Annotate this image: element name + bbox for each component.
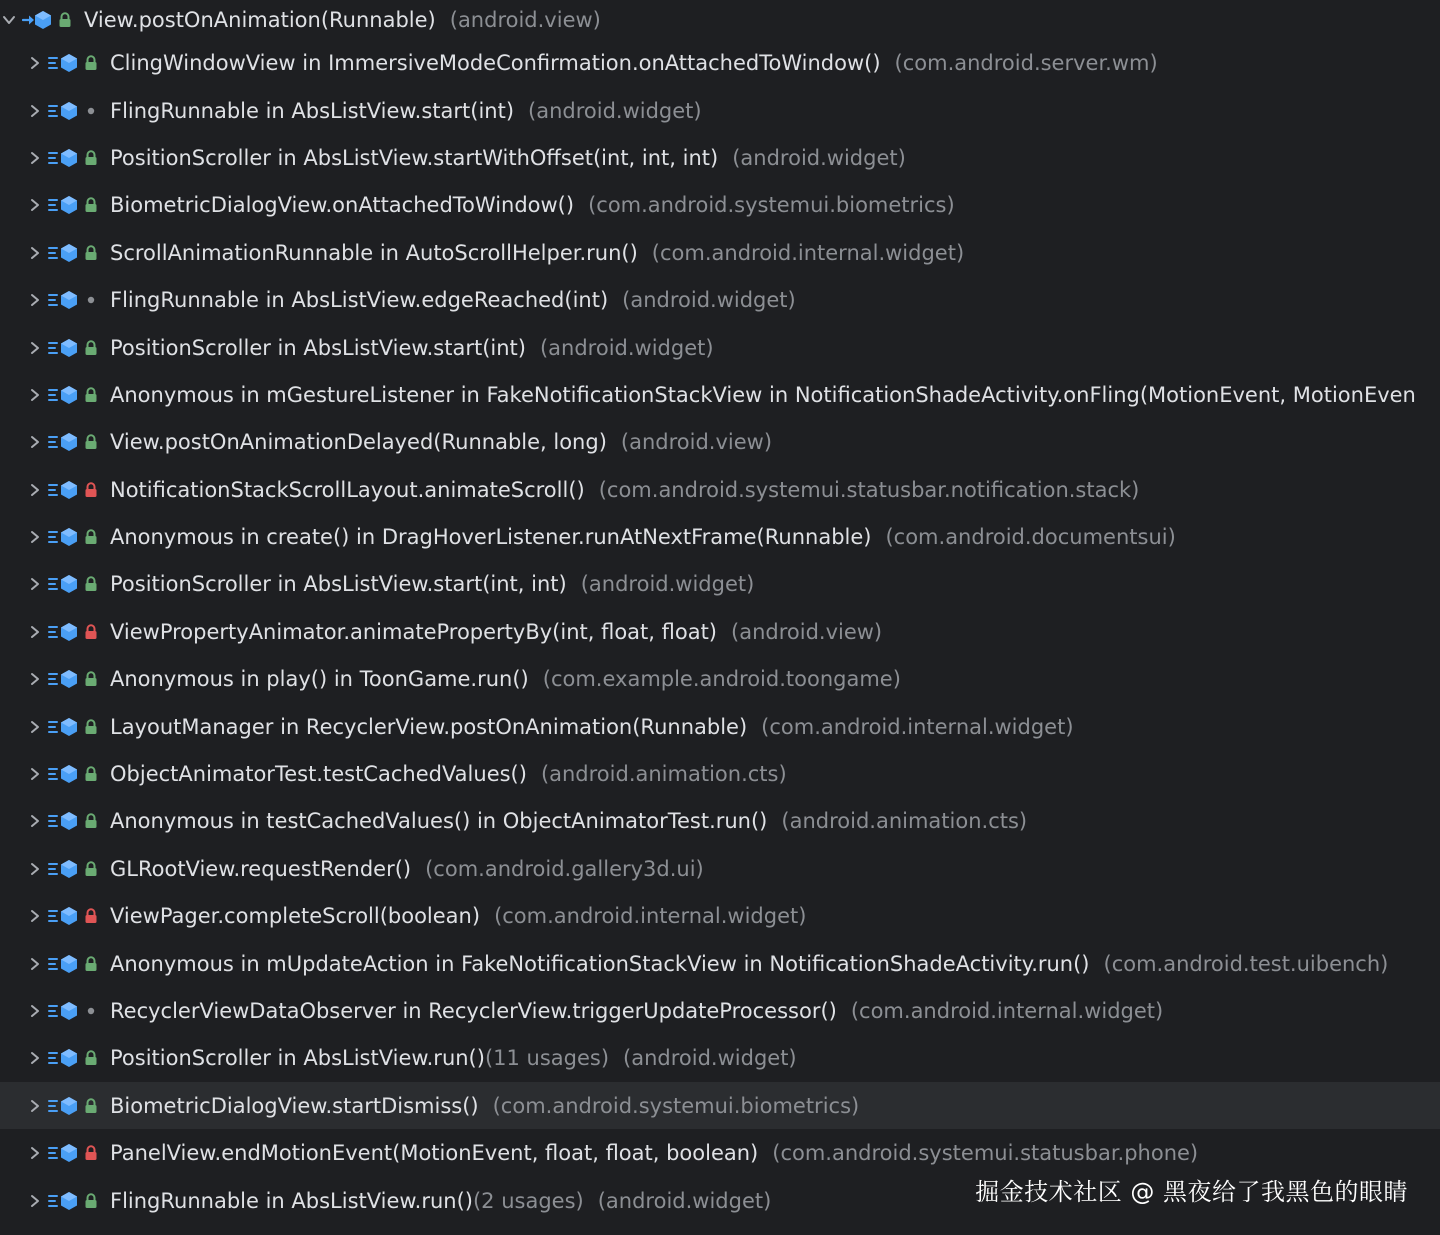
method-name: Anonymous in mUpdateAction in FakeNotificationStackView in NotificationShadeActivity.run() bbox=[110, 951, 1090, 976]
package-name: (android.animation.cts) bbox=[781, 809, 1028, 834]
package-name: (com.android.systemui.statusbar.phone) bbox=[772, 1141, 1199, 1166]
package-name: (android.widget) bbox=[539, 335, 714, 360]
method-name: PositionScroller in AbsListView.run() bbox=[110, 1046, 485, 1071]
lock-icon bbox=[84, 482, 98, 498]
method-name: FlingRunnable in AbsListView.start(int) bbox=[110, 98, 515, 123]
usage-count: (11 usages) bbox=[484, 1046, 610, 1071]
package-name: (com.android.server.wm) bbox=[894, 51, 1158, 76]
package-name: (com.android.systemui.biometrics) bbox=[588, 193, 955, 218]
chevron-right-icon[interactable] bbox=[28, 435, 42, 449]
lock-icon bbox=[84, 1193, 98, 1209]
method-name: BiometricDialogView.startDismiss() bbox=[110, 1093, 479, 1118]
method-call-icon bbox=[48, 763, 78, 785]
lock-icon bbox=[84, 434, 98, 450]
tree-row[interactable] bbox=[0, 419, 1440, 466]
lock-icon bbox=[84, 671, 98, 687]
chevron-right-icon[interactable] bbox=[28, 1099, 42, 1113]
method-call-icon bbox=[48, 1047, 78, 1069]
method-name: BiometricDialogView.onAttachedToWindow() bbox=[110, 193, 575, 218]
lock-icon bbox=[84, 766, 98, 782]
method-name: View.postOnAnimationDelayed(Runnable, long) bbox=[110, 430, 607, 455]
method-call-icon bbox=[48, 1142, 78, 1164]
chevron-down-icon[interactable] bbox=[2, 13, 16, 27]
method-name: ViewPager.completeScroll(boolean) bbox=[110, 904, 481, 929]
method-name: GLRootView.requestRender() bbox=[110, 856, 412, 881]
tree-row[interactable] bbox=[0, 656, 1440, 703]
method-name: NotificationStackScrollLayout.animateScroll() bbox=[110, 477, 585, 502]
package-name: (android.widget) bbox=[622, 288, 796, 313]
package-name: (android.animation.cts) bbox=[540, 762, 787, 787]
chevron-right-icon[interactable] bbox=[28, 388, 42, 402]
method-call-icon bbox=[48, 431, 78, 453]
tree-root-row[interactable] bbox=[0, 0, 1440, 40]
package-name: (android.widget) bbox=[732, 145, 906, 170]
lock-icon bbox=[84, 908, 98, 924]
method-name: ObjectAnimatorTest.testCachedValues() bbox=[110, 762, 527, 787]
chevron-right-icon[interactable] bbox=[28, 1194, 42, 1208]
dot-icon bbox=[84, 1003, 98, 1019]
chevron-right-icon[interactable] bbox=[28, 1004, 42, 1018]
package-name: (android.widget) bbox=[580, 572, 755, 597]
chevron-right-icon[interactable] bbox=[28, 862, 42, 876]
method-name: Anonymous in mGestureListener in FakeNotificationStackView in NotificationShadeActivity.onFling(MotionEvent, MotionEven bbox=[110, 382, 1416, 407]
lock-icon bbox=[84, 387, 98, 403]
chevron-right-icon[interactable] bbox=[28, 104, 42, 118]
lock-icon bbox=[58, 12, 72, 28]
tree-row[interactable] bbox=[0, 40, 1440, 87]
package-name: (com.android.systemui.biometrics) bbox=[492, 1093, 860, 1118]
package-name: (android.view) bbox=[731, 619, 883, 644]
lock-icon bbox=[84, 340, 98, 356]
package-name: (com.android.gallery3d.ui) bbox=[425, 856, 704, 881]
tree-row[interactable] bbox=[0, 229, 1440, 276]
chevron-right-icon[interactable] bbox=[28, 720, 42, 734]
tree-row[interactable] bbox=[0, 1129, 1440, 1176]
method-name: RecyclerViewDataObserver in RecyclerView.triggerUpdateProcessor() bbox=[110, 999, 837, 1023]
method-name: FlingRunnable in AbsListView.run() bbox=[110, 1188, 473, 1213]
method-call-icon bbox=[48, 953, 78, 975]
method-call-icon bbox=[48, 384, 78, 406]
tree-row[interactable] bbox=[0, 134, 1440, 181]
tree-row[interactable] bbox=[0, 513, 1440, 560]
dot-icon bbox=[84, 292, 98, 308]
tree-row[interactable] bbox=[0, 371, 1440, 418]
lock-icon bbox=[84, 1050, 98, 1066]
method-call-icon bbox=[48, 1095, 78, 1117]
package-name: (com.android.internal.widget) bbox=[761, 714, 1074, 739]
package-name: (android.view) bbox=[620, 430, 773, 455]
chevron-right-icon[interactable] bbox=[28, 246, 42, 260]
chevron-right-icon[interactable] bbox=[28, 909, 42, 923]
chevron-right-icon[interactable] bbox=[28, 483, 42, 497]
method-name: PanelView.endMotionEvent(MotionEvent, float, float, boolean) bbox=[110, 1141, 759, 1166]
lock-icon bbox=[84, 245, 98, 261]
lock-icon bbox=[84, 1098, 98, 1114]
package-name: (com.android.internal.widget) bbox=[651, 240, 965, 265]
method-call-icon bbox=[48, 621, 78, 643]
method-name: LayoutManager in RecyclerView.postOnAnimation(Runnable) bbox=[110, 714, 748, 739]
chevron-right-icon[interactable] bbox=[28, 56, 42, 70]
tree-row[interactable] bbox=[0, 608, 1440, 655]
root-package: (android.view) bbox=[449, 7, 601, 32]
method-call-icon bbox=[48, 100, 78, 122]
tree-row[interactable] bbox=[0, 750, 1440, 797]
lock-icon bbox=[84, 576, 98, 592]
lock-icon bbox=[84, 55, 98, 71]
method-call-icon bbox=[48, 1190, 78, 1212]
method-call-icon bbox=[48, 668, 78, 690]
chevron-right-icon[interactable] bbox=[28, 1051, 42, 1065]
method-call-icon bbox=[48, 716, 78, 738]
package-name: (android.widget) bbox=[597, 1188, 772, 1213]
lock-icon bbox=[84, 529, 98, 545]
method-call-icon bbox=[48, 242, 78, 264]
method-call-icon bbox=[48, 337, 78, 359]
method-name: Anonymous in create() in DragHoverListener.runAtNextFrame(Runnable) bbox=[110, 525, 872, 550]
method-call-icon bbox=[48, 526, 78, 548]
usage-count: (2 usages) bbox=[472, 1188, 584, 1213]
method-call-icon bbox=[48, 1000, 78, 1022]
method-call-icon bbox=[48, 194, 78, 216]
chevron-right-icon[interactable] bbox=[28, 198, 42, 212]
tree-row[interactable] bbox=[0, 87, 1440, 134]
tree-row[interactable] bbox=[0, 324, 1440, 371]
package-name: (com.android.internal.widget) bbox=[850, 999, 1164, 1023]
chevron-right-icon[interactable] bbox=[28, 814, 42, 828]
method-name: ViewPropertyAnimator.animatePropertyBy(int, float, float) bbox=[110, 619, 718, 644]
lock-icon bbox=[84, 197, 98, 213]
lock-icon bbox=[84, 624, 98, 640]
chevron-right-icon[interactable] bbox=[28, 625, 42, 639]
method-call-icon bbox=[48, 289, 78, 311]
tree-row[interactable] bbox=[0, 466, 1440, 513]
tree-row[interactable] bbox=[0, 561, 1440, 608]
package-name: (com.android.test.uibench) bbox=[1103, 951, 1389, 976]
method-name: ScrollAnimationRunnable in AutoScrollHelper.run() bbox=[110, 240, 638, 265]
lock-icon bbox=[84, 813, 98, 829]
package-name: (com.android.internal.widget) bbox=[494, 904, 807, 929]
chevron-right-icon[interactable] bbox=[28, 957, 42, 971]
package-name: (android.widget) bbox=[623, 1046, 797, 1071]
lock-icon bbox=[84, 956, 98, 972]
chevron-right-icon[interactable] bbox=[28, 151, 42, 165]
chevron-right-icon[interactable] bbox=[28, 293, 42, 307]
method-call-icon bbox=[48, 858, 78, 880]
method-name: PositionScroller in AbsListView.startWithOffset(int, int, int) bbox=[110, 145, 719, 170]
chevron-right-icon[interactable] bbox=[28, 1146, 42, 1160]
tree-row[interactable] bbox=[0, 987, 1440, 1034]
method-call-icon bbox=[48, 479, 78, 501]
chevron-right-icon[interactable] bbox=[28, 530, 42, 544]
tree-row[interactable] bbox=[0, 182, 1440, 229]
method-call-icon bbox=[48, 810, 78, 832]
tree-row[interactable] bbox=[0, 940, 1440, 987]
method-name: FlingRunnable in AbsListView.edgeReached(int) bbox=[110, 288, 609, 313]
method-call-icon bbox=[22, 9, 52, 31]
root-method-name: View.postOnAnimation(Runnable) bbox=[84, 7, 436, 32]
method-call-icon bbox=[48, 147, 78, 169]
method-name: ClingWindowView in ImmersiveModeConfirmation.onAttachedToWindow() bbox=[110, 51, 881, 76]
package-name: (com.android.documentsui) bbox=[885, 525, 1176, 550]
dot-icon bbox=[84, 103, 98, 119]
method-name: PositionScroller in AbsListView.start(int) bbox=[110, 335, 526, 360]
method-call-icon bbox=[48, 573, 78, 595]
method-call-icon bbox=[48, 905, 78, 927]
watermark-text: 掘金技术社区 @ 黑夜给了我黑色的眼睛 bbox=[975, 1178, 1408, 1206]
method-name: Anonymous in play() in ToonGame.run() bbox=[110, 667, 529, 692]
lock-icon bbox=[84, 1145, 98, 1161]
lock-icon bbox=[84, 150, 98, 166]
chevron-right-icon[interactable] bbox=[28, 672, 42, 686]
tree-row[interactable] bbox=[0, 703, 1440, 750]
lock-icon bbox=[84, 861, 98, 877]
tree-row[interactable] bbox=[0, 276, 1440, 323]
tree-row[interactable] bbox=[0, 1082, 1440, 1129]
chevron-right-icon[interactable] bbox=[28, 767, 42, 781]
method-name: PositionScroller in AbsListView.start(int, int) bbox=[110, 572, 567, 597]
package-name: (android.widget) bbox=[528, 98, 702, 123]
chevron-right-icon[interactable] bbox=[28, 341, 42, 355]
tree-row[interactable] bbox=[0, 893, 1440, 940]
tree-row[interactable] bbox=[0, 845, 1440, 892]
lock-icon bbox=[84, 719, 98, 735]
chevron-right-icon[interactable] bbox=[28, 577, 42, 591]
tree-row[interactable] bbox=[0, 1035, 1440, 1082]
method-call-icon bbox=[48, 52, 78, 74]
package-name: (com.android.systemui.statusbar.notification.stack) bbox=[598, 477, 1140, 502]
tree-row[interactable] bbox=[0, 798, 1440, 845]
method-name: Anonymous in testCachedValues() in ObjectAnimatorTest.run() bbox=[110, 809, 768, 834]
package-name: (com.example.android.toongame) bbox=[542, 667, 901, 692]
